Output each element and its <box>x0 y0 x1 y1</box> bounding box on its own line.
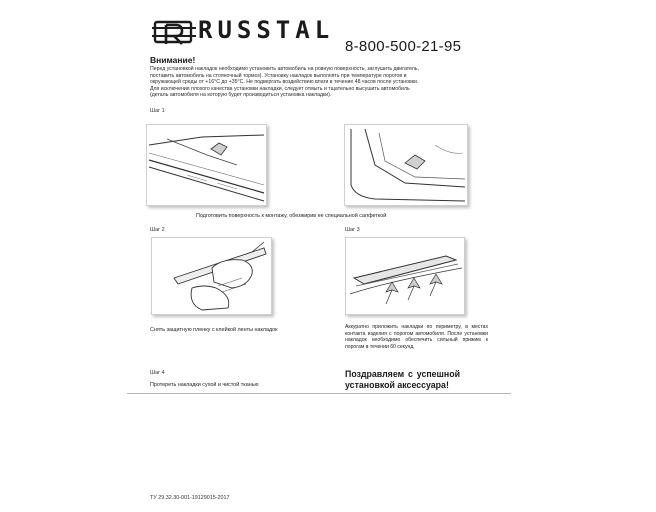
step-3-image <box>345 237 465 315</box>
step-1-image-left <box>146 124 267 206</box>
warning-line: Для исключения плохого качества установки накладки, следует отмыть и тщательно высушить автомобиль <box>150 85 410 92</box>
door-sill-wipe-illustration <box>147 125 266 205</box>
warning-line: Перед установкой накладок необходимо установить автомобиль на ровную поверхность, заглушить двигатель, <box>150 66 419 72</box>
warning-title: Внимание! <box>150 55 196 65</box>
step-4-caption: Протереть накладки сухой и чистой тканью <box>150 382 259 388</box>
step-2-caption: Снять защитную пленку с клейкой ленты накладок <box>150 327 278 333</box>
step-1-label: Шаг 1 <box>150 108 165 114</box>
step-3-caption: Аккуратно приложить накладки по периметру, в местах контакта изделия с порогом автомобиля. После установки накладок необходимо обеспечить сильный прижим к порогам в течении 60 секунд. <box>345 324 488 350</box>
door-opening-wipe-illustration <box>345 125 467 205</box>
step-2-label: Шаг 2 <box>150 227 165 233</box>
warning-text <box>150 66 490 99</box>
step-1-image-right <box>344 124 468 206</box>
press-sill-plate-illustration <box>346 238 464 314</box>
warning-line: (деталь автомобиля на которую будет производиться установка накладки). <box>150 92 332 98</box>
step-4-label: Шаг 4 <box>150 370 165 376</box>
congratulations-text: Поздравляем с успешной установкой аксессуара! <box>345 369 460 390</box>
divider <box>127 393 511 394</box>
warning-line: поставить автомобиль на стояночный тормоз). Установку накладок выполнять при температуре порогов и <box>150 72 407 79</box>
step-2-image <box>151 237 272 315</box>
peel-film-illustration <box>152 238 271 314</box>
russtal-logo-icon <box>152 16 196 50</box>
phone-number: 8-800-500-21-95 <box>345 38 462 55</box>
step-1-caption: Подготовить поверхность к монтажу, обезжирив ее специальной салфеткой <box>196 213 387 219</box>
warning-line: окружающей среды от +16°С до +35°С. Не подвергать воздействию влаги в течение 48 часов после установки. <box>150 79 419 85</box>
step-3-label: Шаг 3 <box>345 227 360 233</box>
spec-code: ТУ 29.32.30-001-19129015-2017 <box>150 495 230 501</box>
brand-name: RUSSTAL <box>198 16 335 44</box>
